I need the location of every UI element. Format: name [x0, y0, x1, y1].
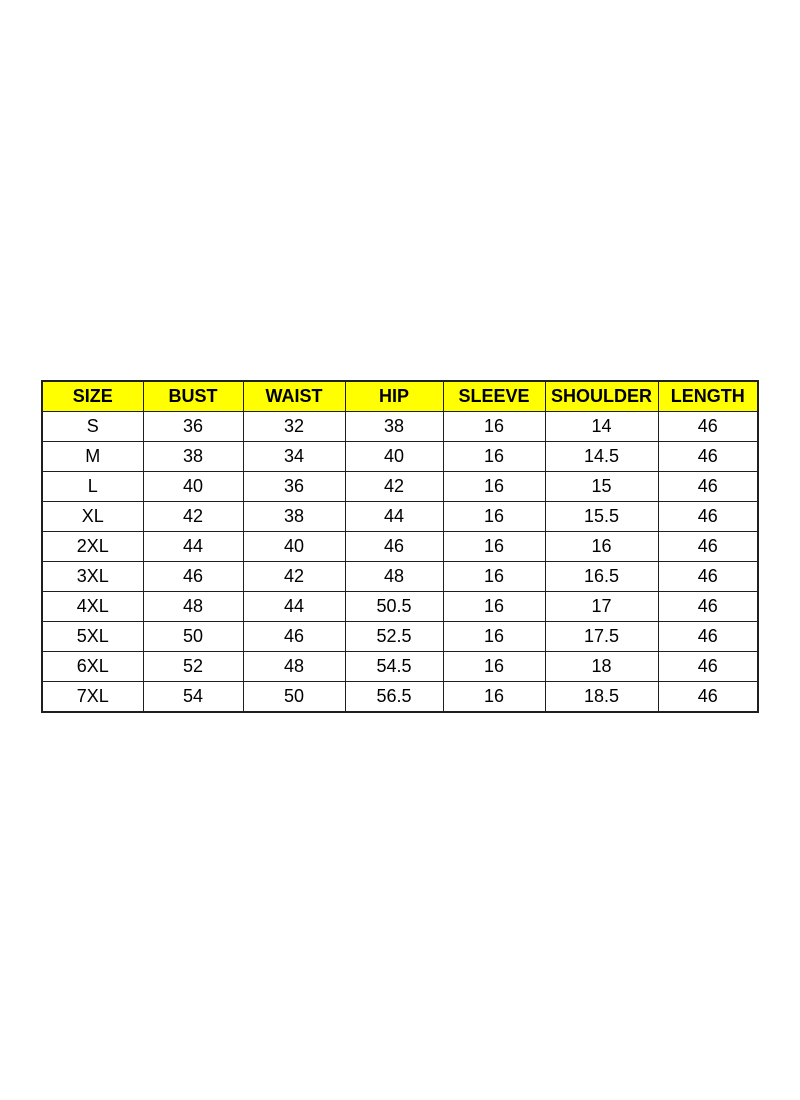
measurement-cell: 16: [443, 502, 545, 532]
size-label-cell: XL: [42, 502, 143, 532]
measurement-cell: 42: [143, 502, 243, 532]
size-label-cell: 7XL: [42, 682, 143, 713]
measurement-cell: 46: [345, 532, 443, 562]
measurement-cell: 50.5: [345, 592, 443, 622]
size-label-cell: S: [42, 412, 143, 442]
measurement-cell: 44: [345, 502, 443, 532]
measurement-cell: 46: [658, 562, 758, 592]
column-header: BUST: [143, 381, 243, 412]
size-label-cell: 5XL: [42, 622, 143, 652]
measurement-cell: 16: [545, 532, 658, 562]
measurement-cell: 16: [443, 622, 545, 652]
measurement-cell: 50: [243, 682, 345, 713]
measurement-cell: 32: [243, 412, 345, 442]
size-label-cell: 4XL: [42, 592, 143, 622]
measurement-cell: 14.5: [545, 442, 658, 472]
measurement-cell: 40: [243, 532, 345, 562]
measurement-cell: 46: [658, 652, 758, 682]
measurement-cell: 44: [243, 592, 345, 622]
measurement-cell: 38: [143, 442, 243, 472]
measurement-cell: 56.5: [345, 682, 443, 713]
measurement-cell: 16: [443, 652, 545, 682]
measurement-cell: 16: [443, 682, 545, 713]
measurement-cell: 42: [243, 562, 345, 592]
measurement-cell: 14: [545, 412, 658, 442]
measurement-cell: 38: [345, 412, 443, 442]
measurement-cell: 16: [443, 442, 545, 472]
measurement-cell: 16: [443, 592, 545, 622]
measurement-cell: 48: [243, 652, 345, 682]
measurement-cell: 46: [243, 622, 345, 652]
measurement-cell: 46: [658, 442, 758, 472]
size-label-cell: 3XL: [42, 562, 143, 592]
size-chart-table: [41, 380, 759, 713]
measurement-cell: 54: [143, 682, 243, 713]
measurement-cell: 18: [545, 652, 658, 682]
measurement-cell: 44: [143, 532, 243, 562]
measurement-cell: 16: [443, 562, 545, 592]
measurement-cell: 15: [545, 472, 658, 502]
table-row: [42, 442, 758, 472]
measurement-cell: 17: [545, 592, 658, 622]
column-header: LENGTH: [658, 381, 758, 412]
table-row: [42, 622, 758, 652]
table-row: [42, 592, 758, 622]
table-row: [42, 502, 758, 532]
measurement-cell: 54.5: [345, 652, 443, 682]
measurement-cell: 18.5: [545, 682, 658, 713]
measurement-cell: 36: [143, 412, 243, 442]
column-header: SLEEVE: [443, 381, 545, 412]
measurement-cell: 40: [143, 472, 243, 502]
measurement-cell: 16: [443, 532, 545, 562]
measurement-cell: 34: [243, 442, 345, 472]
measurement-cell: 16: [443, 472, 545, 502]
measurement-cell: 46: [658, 502, 758, 532]
measurement-cell: 46: [658, 472, 758, 502]
measurement-cell: 46: [658, 682, 758, 713]
header-row: [42, 381, 758, 412]
column-header: SIZE: [42, 381, 143, 412]
measurement-cell: 48: [143, 592, 243, 622]
measurement-cell: 36: [243, 472, 345, 502]
column-header: HIP: [345, 381, 443, 412]
table-row: [42, 532, 758, 562]
table-row: [42, 682, 758, 713]
table-row: [42, 562, 758, 592]
size-label-cell: L: [42, 472, 143, 502]
size-label-cell: M: [42, 442, 143, 472]
size-label-cell: 6XL: [42, 652, 143, 682]
measurement-cell: 16: [443, 412, 545, 442]
measurement-cell: 46: [658, 532, 758, 562]
measurement-cell: 42: [345, 472, 443, 502]
measurement-cell: 48: [345, 562, 443, 592]
measurement-cell: 52: [143, 652, 243, 682]
table-row: [42, 652, 758, 682]
column-header: WAIST: [243, 381, 345, 412]
measurement-cell: 46: [143, 562, 243, 592]
size-chart: [41, 380, 759, 713]
measurement-cell: 16.5: [545, 562, 658, 592]
table-row: [42, 412, 758, 442]
size-label-cell: 2XL: [42, 532, 143, 562]
measurement-cell: 52.5: [345, 622, 443, 652]
measurement-cell: 46: [658, 412, 758, 442]
measurement-cell: 46: [658, 622, 758, 652]
table-body: [42, 412, 758, 713]
measurement-cell: 17.5: [545, 622, 658, 652]
column-header: SHOULDER: [545, 381, 658, 412]
measurement-cell: 50: [143, 622, 243, 652]
measurement-cell: 46: [658, 592, 758, 622]
measurement-cell: 15.5: [545, 502, 658, 532]
table-row: [42, 472, 758, 502]
measurement-cell: 40: [345, 442, 443, 472]
measurement-cell: 38: [243, 502, 345, 532]
